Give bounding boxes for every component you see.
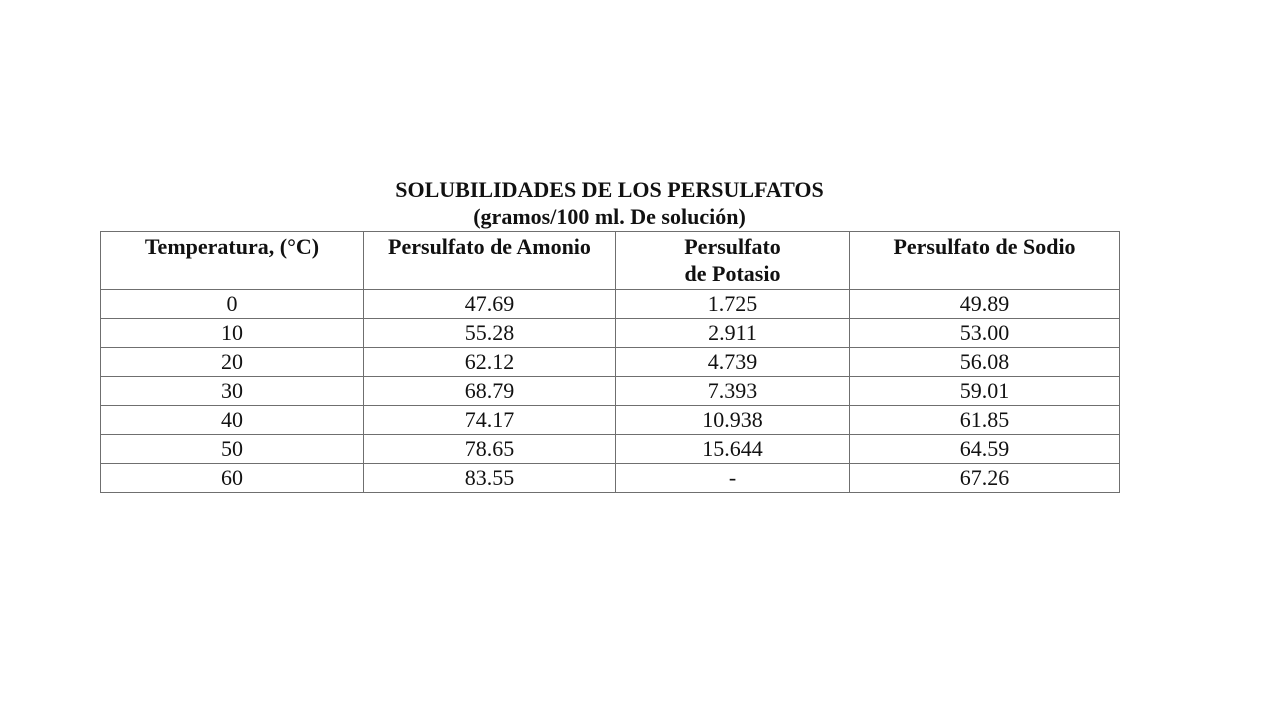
cell-ammonium: 68.79 (364, 377, 616, 406)
table-title: SOLUBILIDADES DE LOS PERSULFATOS (395, 177, 824, 202)
table-header-row (101, 232, 1120, 290)
cell-sodium: 67.26 (850, 464, 1120, 493)
cell-sodium: 49.89 (850, 290, 1120, 319)
cell-temperature: 20 (101, 348, 364, 377)
header-potassium-persulfate: Persulfato de Potasio (616, 232, 850, 290)
cell-potassium: 1.725 (616, 290, 850, 319)
cell-ammonium: 74.17 (364, 406, 616, 435)
table-row (101, 348, 1120, 377)
cell-sodium: 61.85 (850, 406, 1120, 435)
solubility-table (100, 231, 1120, 493)
cell-potassium: 2.911 (616, 319, 850, 348)
table-row (101, 290, 1120, 319)
cell-ammonium: 55.28 (364, 319, 616, 348)
table-row (101, 435, 1120, 464)
cell-potassium: 10.938 (616, 406, 850, 435)
cell-temperature: 60 (101, 464, 364, 493)
table-row (101, 319, 1120, 348)
cell-ammonium: 62.12 (364, 348, 616, 377)
cell-ammonium: 47.69 (364, 290, 616, 319)
table-row (101, 406, 1120, 435)
table-subtitle: (gramos/100 ml. De solución) (473, 204, 746, 229)
cell-temperature: 0 (101, 290, 364, 319)
cell-sodium: 59.01 (850, 377, 1120, 406)
cell-potassium: 4.739 (616, 348, 850, 377)
cell-sodium: 64.59 (850, 435, 1120, 464)
cell-ammonium: 78.65 (364, 435, 616, 464)
header-temperature: Temperatura, (°C) (101, 232, 364, 290)
cell-temperature: 10 (101, 319, 364, 348)
cell-potassium: 7.393 (616, 377, 850, 406)
cell-temperature: 40 (101, 406, 364, 435)
header-ammonium-persulfate: Persulfato de Amonio (364, 232, 616, 290)
cell-potassium: 15.644 (616, 435, 850, 464)
cell-potassium: - (616, 464, 850, 493)
cell-temperature: 30 (101, 377, 364, 406)
cell-sodium: 53.00 (850, 319, 1120, 348)
cell-sodium: 56.08 (850, 348, 1120, 377)
cell-ammonium: 83.55 (364, 464, 616, 493)
cell-temperature: 50 (101, 435, 364, 464)
table-row (101, 464, 1120, 493)
table-row (101, 377, 1120, 406)
header-sodium-persulfate: Persulfato de Sodio (850, 232, 1120, 290)
